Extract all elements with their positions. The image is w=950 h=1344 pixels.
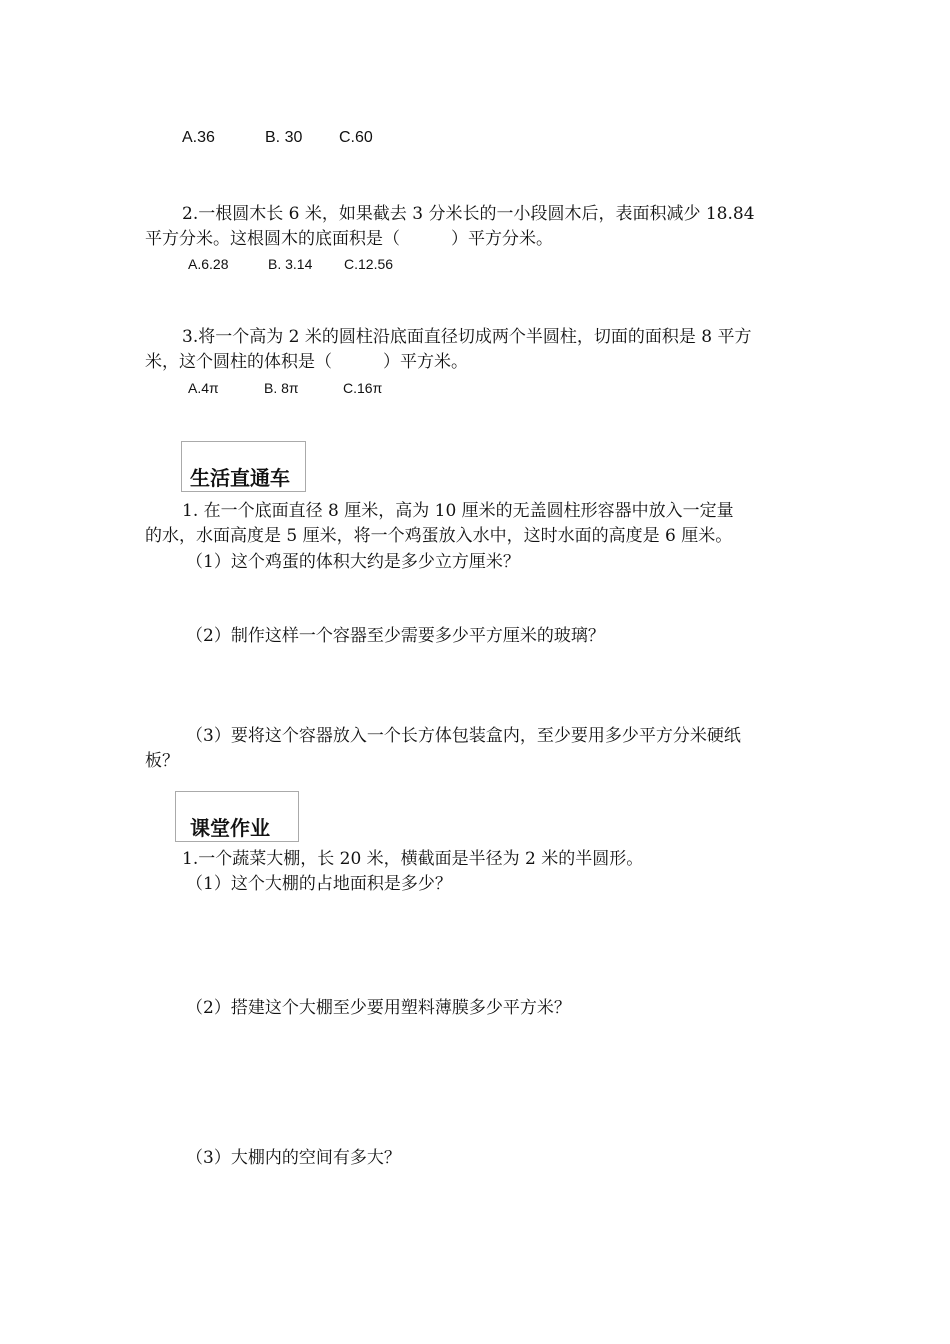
q3-line2: 米，这个圆柱的体积是（ ）平方米。 [145, 352, 468, 372]
q1-option-a: A.36 [182, 129, 215, 146]
q2-option-c: C.12.56 [344, 256, 394, 272]
q3-line1: 3.将一个高为 2 米的圆柱沿底面直径切成两个半圆柱，切面的面积是 8 平方 [182, 327, 752, 347]
q2-option-b: B. 3.14 [268, 256, 313, 272]
q3-options [188, 377, 382, 399]
q1-option-c: C.60 [339, 129, 373, 146]
q3-option-a: A.4π [188, 380, 219, 396]
life-sub3-line2: 板？ [145, 751, 179, 771]
q3-option-b: B. 8π [264, 380, 299, 396]
q1-options [182, 127, 373, 149]
life-sub3-line1: （3）要将这个容器放入一个长方体包装盒内，至少要用多少平方分米硬纸 [186, 726, 741, 746]
homework-section-heading: 课堂作业 [175, 791, 299, 842]
life-section-heading: 生活直通车 [181, 441, 306, 492]
life-sub1: （1）这个鸡蛋的体积大约是多少立方厘米？ [186, 552, 520, 572]
q2-options [188, 253, 393, 275]
homework-q1: 1.一个蔬菜大棚，长 20 米，横截面是半径为 2 米的半圆形。 [182, 849, 644, 869]
q1-option-b: B. 30 [265, 129, 303, 146]
q2-line1: 2.一根圆木长 6 米，如果截去 3 分米长的一小段圆木后，表面积减少 18.84 [182, 204, 755, 224]
life-q1-line2: 的水，水面高度是 5 厘米，将一个鸡蛋放入水中，这时水面的高度是 6 厘米。 [145, 526, 733, 546]
homework-sub2: （2）搭建这个大棚至少要用塑料薄膜多少平方米？ [186, 998, 571, 1018]
homework-sub1: （1）这个大棚的占地面积是多少？ [186, 874, 452, 894]
q2-option-a: A.6.28 [188, 256, 229, 272]
q3-option-c: C.16π [343, 380, 383, 396]
life-sub2: （2）制作这样一个容器至少需要多少平方厘米的玻璃？ [186, 626, 605, 646]
homework-sub3: （3）大棚内的空间有多大？ [186, 1148, 401, 1168]
q2-line2: 平方分米。这根圆木的底面积是（ ）平方分米。 [145, 229, 553, 249]
life-q1-line1: 1. 在一个底面直径 8 厘米，高为 10 厘米的无盖圆柱形容器中放入一定量 [182, 501, 734, 521]
